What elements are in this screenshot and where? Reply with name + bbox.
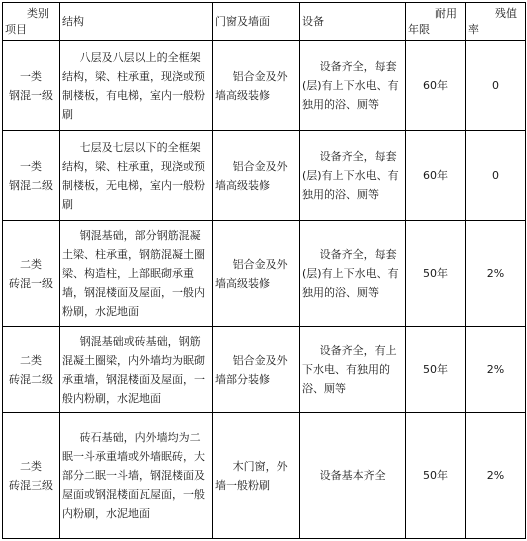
row-salvage-rate: 2% <box>466 327 526 413</box>
table-row <box>3 327 526 413</box>
row-equipment: 设备基本齐全 <box>300 413 406 539</box>
header-category-label: 类别 <box>27 6 49 20</box>
row-windows: 铝合金及外墙高级装修 <box>213 41 300 131</box>
row-category <box>3 221 60 327</box>
header-life-top: 耐用 <box>435 6 457 20</box>
row-service-life: 50年 <box>406 327 466 413</box>
row-category-grade: 砖混二级 <box>9 372 53 386</box>
row-category-class: 一类 <box>20 69 42 83</box>
row-service-life: 60年 <box>406 131 466 221</box>
row-salvage-rate: 2% <box>466 413 526 539</box>
header-salvage-bottom: 率 <box>468 22 479 36</box>
row-structure: 钢混基础，部分钢筋混凝土梁、柱承重，钢筋混凝土圈梁、构造柱，上部眠砌承重墙，钢混楼面及屋面，一般内粉刷，水泥地面 <box>60 221 213 327</box>
row-structure: 钢混基础或砖基础，钢筋混凝土圈梁，内外墙均为眠砌承重墙，钢混楼面及屋面，一般内粉刷，水泥地面 <box>60 327 213 413</box>
header-structure: 结构 <box>60 3 213 41</box>
row-windows: 铝合金及外墙高级装修 <box>213 131 300 221</box>
header-salvage-rate <box>466 3 526 41</box>
row-category-grade: 砖混三级 <box>9 478 53 492</box>
row-category <box>3 327 60 413</box>
row-salvage-rate: 2% <box>466 221 526 327</box>
row-structure: 八层及八层以上的全框架结构，梁、柱承重，现浇或预制楼板，有电梯，室内一般粉刷 <box>60 41 213 131</box>
table-row <box>3 413 526 539</box>
table-row <box>3 41 526 131</box>
table-row <box>3 131 526 221</box>
row-category-grade: 钢混二级 <box>9 178 53 192</box>
row-service-life: 50年 <box>406 413 466 539</box>
row-category <box>3 131 60 221</box>
row-windows: 铝合金及外墙高级装修 <box>213 221 300 327</box>
row-equipment: 设备齐全，每套(层)有上下水电、有独用的浴、厕等 <box>300 41 406 131</box>
row-category <box>3 413 60 539</box>
row-equipment: 设备齐全，每套(层)有上下水电、有独用的浴、厕等 <box>300 131 406 221</box>
header-category-item <box>3 3 60 41</box>
row-category-class: 二类 <box>20 459 42 473</box>
header-row <box>3 3 526 41</box>
row-structure: 七层及七层以下的全框架结构，梁、柱承重，现浇或预制楼板，无电梯，室内一般粉刷 <box>60 131 213 221</box>
header-item-label: 项目 <box>5 22 27 36</box>
row-category-class: 一类 <box>20 159 42 173</box>
row-category <box>3 41 60 131</box>
row-salvage-rate: 0 <box>466 131 526 221</box>
row-category-class: 二类 <box>20 353 42 367</box>
row-equipment: 设备齐全，有上下水电、有独用的浴、厕等 <box>300 327 406 413</box>
row-service-life: 60年 <box>406 41 466 131</box>
row-equipment: 设备齐全，每套(层)有上下水电、有独用的浴、厕等 <box>300 221 406 327</box>
header-life-bottom: 年限 <box>408 22 430 36</box>
header-salvage-top: 残值 <box>495 6 517 20</box>
row-category-grade: 砖混一级 <box>9 276 53 290</box>
row-windows: 铝合金及外墙部分装修 <box>213 327 300 413</box>
row-category-grade: 钢混一级 <box>9 88 53 102</box>
header-windows: 门窗及墙面 <box>213 3 300 41</box>
table-row <box>3 221 526 327</box>
row-structure: 砖石基础，内外墙均为二眠一斗承重墙或外墙眠砖，大部分二眠一斗墙，钢混楼面及屋面或钢混楼面瓦屋面，一般内粉刷，水泥地面 <box>60 413 213 539</box>
row-service-life: 50年 <box>406 221 466 327</box>
row-salvage-rate: 0 <box>466 41 526 131</box>
row-category-class: 二类 <box>20 257 42 271</box>
header-equipment: 设备 <box>300 3 406 41</box>
building-classification-table <box>2 2 526 539</box>
header-service-life <box>406 3 466 41</box>
row-windows: 木门窗，外墙一般粉刷 <box>213 413 300 539</box>
